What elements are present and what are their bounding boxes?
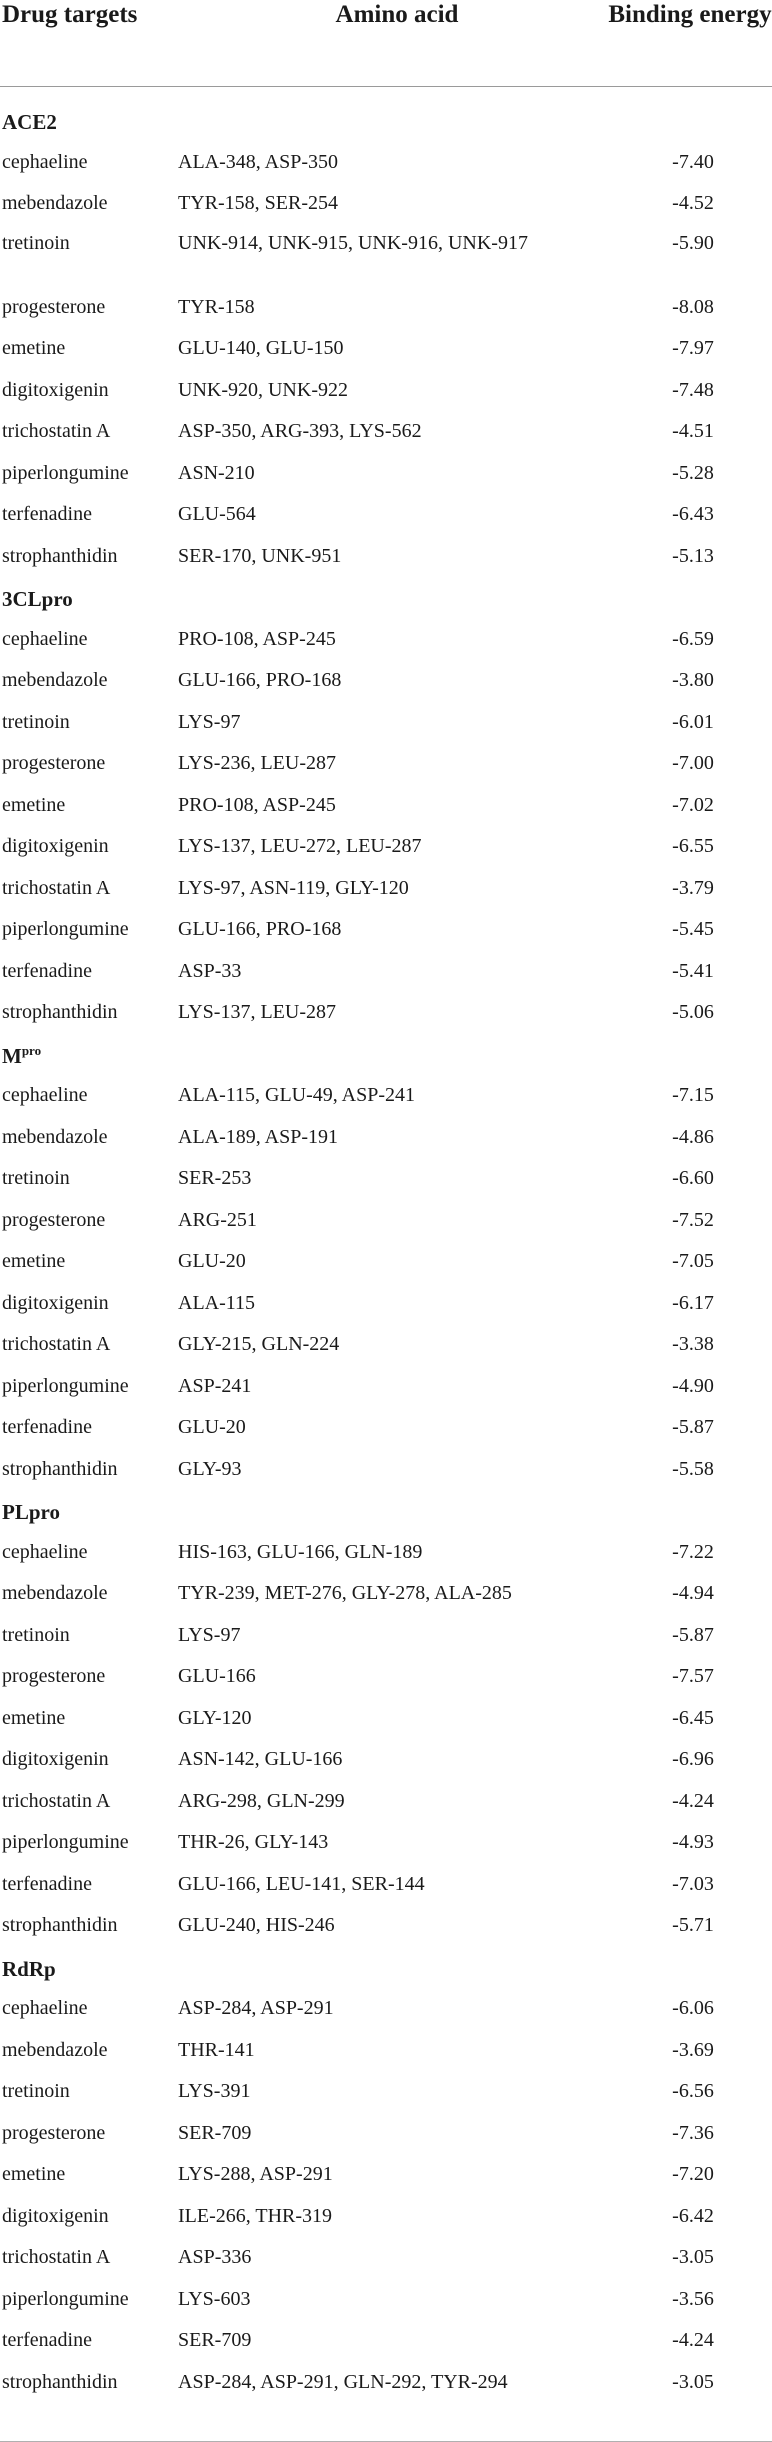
table-row xyxy=(0,1780,772,1822)
group-label-text: ACE2 xyxy=(2,110,57,134)
amino-acid-cell: GLU-140, GLU-150 xyxy=(178,337,344,360)
table-row xyxy=(0,1199,772,1241)
binding-energy-cell: -5.90 xyxy=(672,232,714,254)
amino-acid-cell: HIS-163, GLU-166, GLN-189 xyxy=(178,1540,423,1563)
drug-name-cell: emetine xyxy=(2,793,66,816)
amino-acid-cell: ASN-210 xyxy=(178,461,255,484)
drug-name-cell: mebendazole xyxy=(2,192,108,215)
binding-energy-cell: -3.05 xyxy=(672,2370,714,2393)
amino-acid-cell: TYR-158 xyxy=(178,295,255,318)
drug-name-cell: cephaeline xyxy=(2,1540,88,1563)
table-row xyxy=(0,1324,772,1366)
table-row xyxy=(0,618,772,660)
binding-energy-cell: -7.15 xyxy=(672,1084,714,1107)
drug-name-cell: strophanthidin xyxy=(2,1914,118,1937)
binding-energy-cell: -3.38 xyxy=(672,1333,714,1356)
binding-energy-cell: -3.80 xyxy=(672,669,714,692)
drug-name-cell: emetine xyxy=(2,1706,66,1729)
table-row xyxy=(0,1075,772,1117)
binding-energy-cell: -4.52 xyxy=(672,192,714,215)
drug-name-cell: emetine xyxy=(2,1250,66,1273)
binding-energy-cell: -7.36 xyxy=(672,2121,714,2144)
group-label xyxy=(0,1033,772,1075)
binding-energy-cell: -7.40 xyxy=(672,150,714,173)
table-row xyxy=(0,224,772,286)
amino-acid-cell: PRO-108, ASP-245 xyxy=(178,793,336,816)
binding-energy-cell: -5.06 xyxy=(672,1001,714,1024)
amino-acid-cell: GLU-20 xyxy=(178,1250,246,1273)
table-row xyxy=(0,2195,772,2237)
amino-acid-cell: LYS-97 xyxy=(178,710,241,733)
amino-acid-cell: GLY-93 xyxy=(178,1457,242,1480)
table-row xyxy=(0,1905,772,1947)
drug-name-cell: mebendazole xyxy=(2,669,108,692)
amino-acid-cell: SER-170, UNK-951 xyxy=(178,544,342,567)
amino-acid-cell: LYS-391 xyxy=(178,2080,251,2103)
drug-name-cell: terfenadine xyxy=(2,959,92,982)
table-row xyxy=(0,950,772,992)
table-row xyxy=(0,494,772,536)
binding-energy-cell: -7.05 xyxy=(672,1250,714,1273)
binding-energy-cell: -4.90 xyxy=(672,1374,714,1397)
amino-acid-cell: PRO-108, ASP-245 xyxy=(178,627,336,650)
drug-name-cell: tretinoin xyxy=(2,232,70,254)
amino-acid-cell: GLU-20 xyxy=(178,1416,246,1439)
binding-energy-cell: -8.08 xyxy=(672,295,714,318)
group-label xyxy=(0,86,772,141)
amino-acid-cell: ALA-189, ASP-191 xyxy=(178,1125,339,1148)
group-row xyxy=(0,86,772,141)
table-row xyxy=(0,1573,772,1615)
binding-energy-cell: -7.52 xyxy=(672,1208,714,1231)
binding-energy-cell: -4.93 xyxy=(672,1831,714,1854)
amino-acid-cell: GLU-564 xyxy=(178,503,256,526)
table-row xyxy=(0,141,772,183)
drug-name-cell: piperlongumine xyxy=(2,2287,129,2310)
amino-acid-cell: ALA-348, ASP-350 xyxy=(178,150,339,173)
amino-acid-cell: ASP-284, ASP-291 xyxy=(178,1997,334,2020)
amino-acid-cell: GLU-166 xyxy=(178,1665,256,1688)
amino-acid-cell: UNK-920, UNK-922 xyxy=(178,378,348,401)
table-row xyxy=(0,1614,772,1656)
drug-name-cell: terfenadine xyxy=(2,2329,92,2352)
header-amino-acid: Amino acid xyxy=(335,1,459,28)
drug-name-cell: cephaeline xyxy=(2,150,88,173)
table-row xyxy=(0,183,772,225)
table-row xyxy=(0,1822,772,1864)
binding-energy-cell: -6.59 xyxy=(672,627,714,650)
binding-energy-cell: -3.69 xyxy=(672,2038,714,2061)
table-row xyxy=(0,1697,772,1739)
header-row xyxy=(0,0,772,86)
amino-acid-cell: ARG-251 xyxy=(178,1208,257,1231)
amino-acid-cell: GLY-215, GLN-224 xyxy=(178,1333,340,1356)
amino-acid-cell: GLU-240, HIS-246 xyxy=(178,1914,335,1937)
table-row xyxy=(0,1365,772,1407)
drug-name-cell: tretinoin xyxy=(2,1623,70,1646)
table-row xyxy=(0,1739,772,1781)
drug-name-cell: strophanthidin xyxy=(2,1457,118,1480)
table-row xyxy=(0,2320,772,2362)
amino-acid-cell: GLU-166, LEU-141, SER-144 xyxy=(178,1872,425,1895)
drug-name-cell: emetine xyxy=(2,337,66,360)
drug-name-cell: trichostatin A xyxy=(2,1789,111,1812)
binding-energy-cell: -7.02 xyxy=(672,793,714,816)
group-row xyxy=(0,1033,772,1075)
binding-energy-cell: -7.03 xyxy=(672,1872,714,1895)
amino-acid-cell: TYR-158, SER-254 xyxy=(178,192,338,215)
group-label-text: 3CLpro xyxy=(2,587,73,611)
table-row xyxy=(0,909,772,951)
binding-energy-cell: -5.41 xyxy=(672,959,714,982)
amino-acid-cell: ASP-241 xyxy=(178,1374,252,1397)
amino-acid-cell: ASN-142, GLU-166 xyxy=(178,1748,343,1771)
drug-name-cell: mebendazole xyxy=(2,1582,108,1605)
drug-name-cell: trichostatin A xyxy=(2,876,111,899)
drug-name-cell: strophanthidin xyxy=(2,2370,118,2393)
header-drug-targets: Drug targets xyxy=(2,1,138,28)
binding-energy-cell: -6.96 xyxy=(672,1748,714,1771)
table-row xyxy=(0,2278,772,2320)
amino-acid-cell: ASP-33 xyxy=(178,959,242,982)
binding-energy-cell: -7.97 xyxy=(672,337,714,360)
binding-energy-cell: -5.45 xyxy=(672,918,714,941)
table-row xyxy=(0,369,772,411)
drug-name-cell: progesterone xyxy=(2,1665,106,1688)
amino-acid-cell: ALA-115, GLU-49, ASP-241 xyxy=(178,1084,416,1107)
drug-name-cell: emetine xyxy=(2,2163,66,2186)
group-label-text: RdRp xyxy=(2,1956,56,1981)
binding-energy-cell: -4.24 xyxy=(672,2329,714,2352)
table-row xyxy=(0,743,772,785)
drug-name-cell: piperlongumine xyxy=(2,918,129,941)
amino-acid-cell: SER-253 xyxy=(178,1167,252,1190)
amino-acid-cell: THR-141 xyxy=(178,2038,255,2061)
table-body xyxy=(0,86,772,2403)
table-row xyxy=(0,2071,772,2113)
binding-energy-cell: -7.48 xyxy=(672,378,714,401)
drug-name-cell: progesterone xyxy=(2,295,106,318)
binding-energy-cell: -7.57 xyxy=(672,1665,714,1688)
drug-name-cell: progesterone xyxy=(2,1208,106,1231)
amino-acid-cell: LYS-603 xyxy=(178,2287,251,2310)
drug-name-cell: piperlongumine xyxy=(2,1374,129,1397)
table-row xyxy=(0,1282,772,1324)
binding-energy-cell: -3.05 xyxy=(672,2246,714,2269)
table-row xyxy=(0,784,772,826)
table-header xyxy=(0,0,772,86)
table-row xyxy=(0,328,772,370)
binding-energy-cell: -5.13 xyxy=(672,544,714,567)
amino-acid-cell: UNK-914, UNK-915, UNK-916, UNK-917 xyxy=(178,232,528,254)
binding-energy-cell: -6.45 xyxy=(672,1706,714,1729)
drug-name-cell: piperlongumine xyxy=(2,1831,129,1854)
drug-name-cell: digitoxigenin xyxy=(2,835,109,858)
binding-energy-cell: -4.24 xyxy=(672,1789,714,1812)
binding-energy-cell: -7.22 xyxy=(672,1540,714,1563)
binding-energy-cell: -3.56 xyxy=(672,2287,714,2310)
table-row xyxy=(0,2029,772,2071)
amino-acid-cell: ASP-350, ARG-393, LYS-562 xyxy=(178,420,422,443)
table-row xyxy=(0,1863,772,1905)
binding-energy-cell: -6.06 xyxy=(672,1997,714,2020)
amino-acid-cell: ASP-336 xyxy=(178,2246,252,2269)
amino-acid-cell: LYS-97, ASN-119, GLY-120 xyxy=(178,876,409,899)
drug-name-cell: tretinoin xyxy=(2,710,70,733)
binding-energy-cell: -6.43 xyxy=(672,503,714,526)
drug-name-cell: strophanthidin xyxy=(2,544,118,567)
table-row xyxy=(0,992,772,1034)
table-row xyxy=(0,826,772,868)
drug-name-cell: mebendazole xyxy=(2,1125,108,1148)
table-row xyxy=(0,535,772,577)
table-row xyxy=(0,2237,772,2279)
table-row xyxy=(0,1116,772,1158)
group-label xyxy=(0,577,772,619)
drug-name-cell: digitoxigenin xyxy=(2,2204,109,2227)
header-binding-energy: Binding energy xyxy=(608,1,772,28)
group-label-text: M xyxy=(2,1043,22,1068)
drug-name-cell: strophanthidin xyxy=(2,1001,118,1024)
amino-acid-cell: LYS-288, ASP-291 xyxy=(178,2163,333,2186)
table-row xyxy=(0,1531,772,1573)
table-row xyxy=(0,660,772,702)
binding-energy-cell: -5.87 xyxy=(672,1623,714,1646)
amino-acid-cell: ILE-266, THR-319 xyxy=(178,2204,333,2227)
table-row xyxy=(0,2154,772,2196)
drug-name-cell: trichostatin A xyxy=(2,1333,111,1356)
group-label xyxy=(0,1946,772,1988)
binding-energy-cell: -5.71 xyxy=(672,1914,714,1937)
amino-acid-cell: GLU-166, PRO-168 xyxy=(178,669,342,692)
amino-acid-cell: GLY-120 xyxy=(178,1706,252,1729)
binding-energy-cell: -6.42 xyxy=(672,2204,714,2227)
table-row xyxy=(0,1656,772,1698)
amino-acid-cell: ALA-115 xyxy=(178,1291,256,1314)
table-row xyxy=(0,452,772,494)
binding-energy-cell: -6.60 xyxy=(672,1167,714,1190)
drug-name-cell: terfenadine xyxy=(2,1872,92,1895)
table-row xyxy=(0,2112,772,2154)
drug-name-cell: piperlongumine xyxy=(2,461,129,484)
table-row xyxy=(0,867,772,909)
amino-acid-cell: SER-709 xyxy=(178,2121,252,2144)
binding-energy-cell: -6.56 xyxy=(672,2080,714,2103)
drug-name-cell: mebendazole xyxy=(2,2038,108,2061)
binding-energy-cell: -7.20 xyxy=(672,2163,714,2186)
drug-name-cell: trichostatin A xyxy=(2,2246,111,2269)
amino-acid-cell: SER-709 xyxy=(178,2329,252,2352)
amino-acid-cell: TYR-239, MET-276, GLY-278, ALA-285 xyxy=(178,1582,512,1605)
drug-name-cell: tretinoin xyxy=(2,1167,70,1190)
table-row xyxy=(0,1407,772,1449)
binding-energy-cell: -5.58 xyxy=(672,1457,714,1480)
drug-name-cell: cephaeline xyxy=(2,627,88,650)
binding-energy-cell: -7.00 xyxy=(672,752,714,775)
drug-name-cell: terfenadine xyxy=(2,503,92,526)
table-row xyxy=(0,1448,772,1490)
group-row xyxy=(0,1490,772,1532)
amino-acid-cell: GLU-166, PRO-168 xyxy=(178,918,342,941)
drug-name-cell: digitoxigenin xyxy=(2,1291,109,1314)
drug-name-cell: progesterone xyxy=(2,752,106,775)
table-row xyxy=(0,701,772,743)
group-label-text: PLpro xyxy=(2,1500,60,1524)
table-row xyxy=(0,1988,772,2030)
group-label-superscript: pro xyxy=(21,1042,42,1058)
table-row xyxy=(0,2361,772,2403)
amino-acid-cell: ASP-284, ASP-291, GLN-292, TYR-294 xyxy=(178,2370,508,2393)
amino-acid-cell: LYS-137, LEU-272, LEU-287 xyxy=(178,835,422,858)
amino-acid-cell: LYS-137, LEU-287 xyxy=(178,1001,336,1024)
drug-name-cell: digitoxigenin xyxy=(2,378,109,401)
binding-energy-cell: -6.17 xyxy=(672,1291,714,1314)
amino-acid-cell: ARG-298, GLN-299 xyxy=(178,1789,345,1812)
drug-name-cell: tretinoin xyxy=(2,2080,70,2103)
drug-name-cell: progesterone xyxy=(2,2121,106,2144)
table-row xyxy=(0,1158,772,1200)
table-row xyxy=(0,286,772,328)
group-label xyxy=(0,1490,772,1532)
amino-acid-cell: LYS-97 xyxy=(178,1623,241,1646)
drug-name-cell: cephaeline xyxy=(2,1084,88,1107)
binding-energy-cell: -4.51 xyxy=(672,420,714,443)
drug-name-cell: cephaeline xyxy=(2,1997,88,2020)
binding-energy-cell: -4.86 xyxy=(672,1125,714,1148)
group-row xyxy=(0,1946,772,1988)
group-row xyxy=(0,577,772,619)
table-row xyxy=(0,1241,772,1283)
table-row xyxy=(0,411,772,453)
drug-name-cell: terfenadine xyxy=(2,1416,92,1439)
binding-energy-cell: -6.55 xyxy=(672,835,714,858)
amino-acid-cell: THR-26, GLY-143 xyxy=(178,1831,329,1854)
drug-name-cell: digitoxigenin xyxy=(2,1748,109,1771)
binding-energy-cell: -5.87 xyxy=(672,1416,714,1439)
amino-acid-cell: LYS-236, LEU-287 xyxy=(178,752,336,775)
binding-energy-cell: -5.28 xyxy=(672,461,714,484)
binding-energy-cell: -4.94 xyxy=(672,1582,714,1605)
drug-name-cell: trichostatin A xyxy=(2,420,111,443)
binding-energy-cell: -6.01 xyxy=(672,710,714,733)
binding-energy-cell: -3.79 xyxy=(672,876,714,899)
